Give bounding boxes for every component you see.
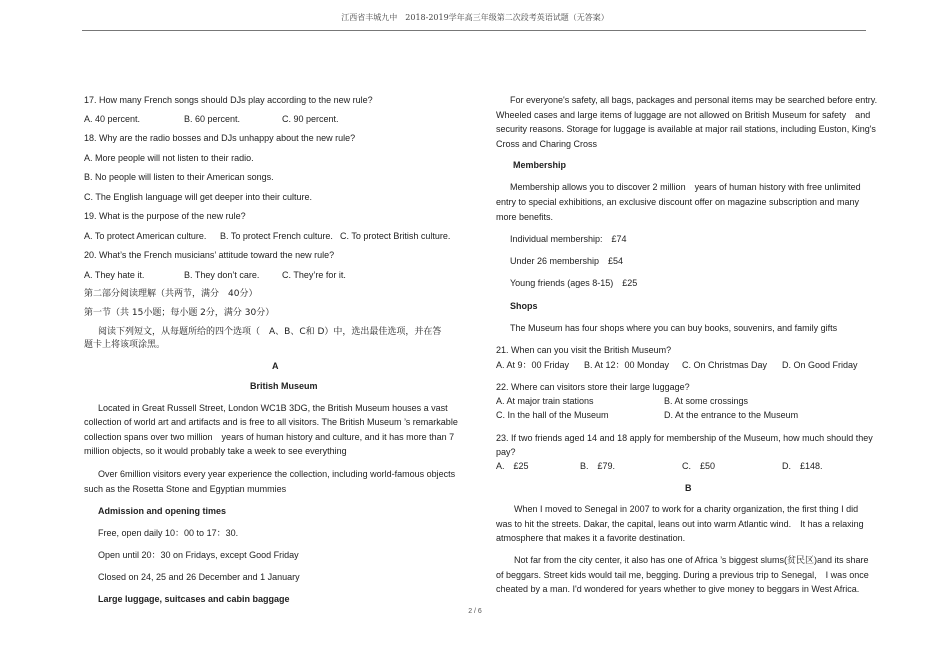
question-18: 18. Why are the radio bosses and DJs unhappy about the new rule?	[84, 133, 356, 143]
page-header: 江西省丰城九中 2018-2019学年高三年级第二次段考英语试题（无答案）	[341, 13, 609, 22]
membership-line-2: entry to special exhibitions, an exclusive discount offer on magazine subscription and many	[496, 197, 860, 207]
q23-option-c: C. £50	[682, 461, 716, 471]
passage-b-line-2: was to hit the streets. Dakar, the capital, leans out into warm Atlantic wind. It has a relaxing	[496, 519, 864, 529]
luggage-line-4: Cross and Charing Cross	[496, 139, 598, 149]
question-23-line-1: 23. If two friends aged 14 and 18 apply for membership of the Museum, how much should they	[496, 433, 873, 443]
individual-membership: Individual membership: £74	[510, 234, 627, 244]
question-20: 20. What’s the French musicians’ attitude toward the new rule?	[84, 250, 335, 260]
passage-b-label: B	[685, 483, 692, 493]
passage-a-title: British Museum	[250, 381, 318, 391]
q23-option-d: D. £148.	[782, 461, 823, 471]
q19-option-c: C. To protect British culture.	[340, 231, 451, 241]
question-17: 17. How many French songs should DJs play according to the new rule?	[84, 95, 373, 105]
passage-b-line-5: of beggars. Street kids would tail me, begging. During a previous trip to Senegal, I was once	[496, 570, 869, 580]
q18-option-a: A. More people will not listen to their radio.	[84, 153, 254, 163]
para-2-line-2: such as the Rosetta Stone and Egyptian mummies	[84, 484, 287, 494]
instructions-line-1: 阅读下列短文，从每题所给的四个选项（ A、B、C和 D）中，选出最佳选项，并在答	[98, 327, 442, 337]
q21-option-d: D. On Good Friday	[782, 360, 858, 370]
section-one-heading: 第一节（共 15小题；每小题 2分，满分 30分）	[84, 308, 275, 318]
para-1-line-3: collection spans over two million years of human history and culture, and it has more than 7	[84, 432, 455, 442]
question-21: 21. When can you visit the British Museum?	[496, 345, 672, 355]
para-1-line-2: collection of world art and artifacts and is free to all visitors. The British Museum ’s remarkable	[84, 417, 458, 427]
q19-option-b: B. To protect French culture.	[220, 231, 333, 241]
q22-option-c: C. In the hall of the Museum	[496, 410, 609, 420]
para-1-line-1: Located in Great Russell Street, London WC1B 3DG, the British Museum houses a vast	[98, 403, 448, 413]
opening-times-1: Free, open daily 10：00 to 17：30.	[98, 528, 239, 538]
membership-heading: Membership	[513, 160, 567, 170]
under-26-membership: Under 26 membership £54	[510, 256, 624, 266]
q20-option-b: B. They don’t care.	[184, 270, 260, 280]
shops-heading: Shops	[510, 301, 538, 311]
q22-option-b: B. At some crossings	[664, 396, 749, 406]
q18-option-c: C. The English language will get deeper into their culture.	[84, 192, 312, 202]
q23-option-b: B. £79.	[580, 461, 616, 471]
luggage-line-1: For everyone's safety, all bags, packages and personal items may be searched before entry.	[510, 95, 878, 105]
luggage-line-2: Wheeled cases and large items of luggage are not allowed on British Museum for safety and	[496, 110, 871, 120]
passage-b-line-6: cheated by a man. I'd wondered for years whether to give money to beggars in West Africa.	[496, 584, 860, 594]
luggage-line-3: security reasons. Storage for luggage is available at major rail stations, including Euston, King's	[496, 124, 876, 134]
para-1-line-4: million objects, so it would probably take a week to see everything	[84, 446, 347, 456]
q20-option-c: C. They’re for it.	[282, 270, 346, 280]
q18-option-b: B. No people will listen to their American songs.	[84, 172, 274, 182]
instructions-line-2: 题卡上将该项涂黑。	[84, 340, 166, 350]
q17-option-c: C. 90 percent.	[282, 114, 339, 124]
q22-option-a: A. At major train stations	[496, 396, 594, 406]
opening-times-3: Closed on 24, 25 and 26 December and 1 January	[98, 572, 300, 582]
header-rule	[82, 30, 866, 31]
q17-option-a: A. 40 percent.	[84, 114, 141, 124]
membership-line-3: more benefits.	[496, 212, 554, 222]
q21-option-b: B. At 12：00 Monday	[584, 360, 670, 370]
question-22: 22. Where can visitors store their large luggage?	[496, 382, 690, 392]
para-2-line-1: Over 6million visitors every year experience the collection, including world-famous objects	[98, 469, 456, 479]
q21-option-a: A. At 9：00 Friday	[496, 360, 570, 370]
q21-option-c: C. On Christmas Day	[682, 360, 768, 370]
passage-a-label: A	[272, 361, 279, 371]
page-number: 2 / 6	[468, 608, 482, 615]
admission-heading: Admission and opening times	[98, 506, 227, 516]
passage-b-line-3: atmosphere that makes it a favorite destination.	[496, 533, 686, 543]
question-19: 19. What is the purpose of the new rule?	[84, 211, 246, 221]
shops-text: The Museum has four shops where you can buy books, souvenirs, and family gifts	[510, 323, 838, 333]
passage-b-line-1: When I moved to Senegal in 2007 to work for a charity organization, the first thing I did	[514, 504, 859, 514]
young-friends-membership: Young friends (ages 8-15) £25	[510, 278, 638, 288]
membership-line-1: Membership allows you to discover 2 million years of human history with free unlimited	[510, 182, 861, 192]
q17-option-b: B. 60 percent.	[184, 114, 241, 124]
question-23-line-2: pay?	[496, 447, 516, 457]
part-two-heading: 第二部分阅读理解（共两节，满分 40分）	[84, 289, 258, 299]
passage-b-line-4: Not far from the city center, it also has one of Africa ’s biggest slums(贫民区)and its share	[514, 555, 869, 565]
q19-option-a: A. To protect American culture.	[84, 231, 207, 241]
opening-times-2: Open until 20：30 on Fridays, except Good Friday	[98, 550, 299, 560]
q20-option-a: A. They hate it.	[84, 270, 145, 280]
q23-option-a: A. £25	[496, 461, 529, 471]
luggage-heading: Large luggage, suitcases and cabin baggage	[98, 594, 290, 604]
q22-option-d: D. At the entrance to the Museum	[664, 410, 799, 420]
